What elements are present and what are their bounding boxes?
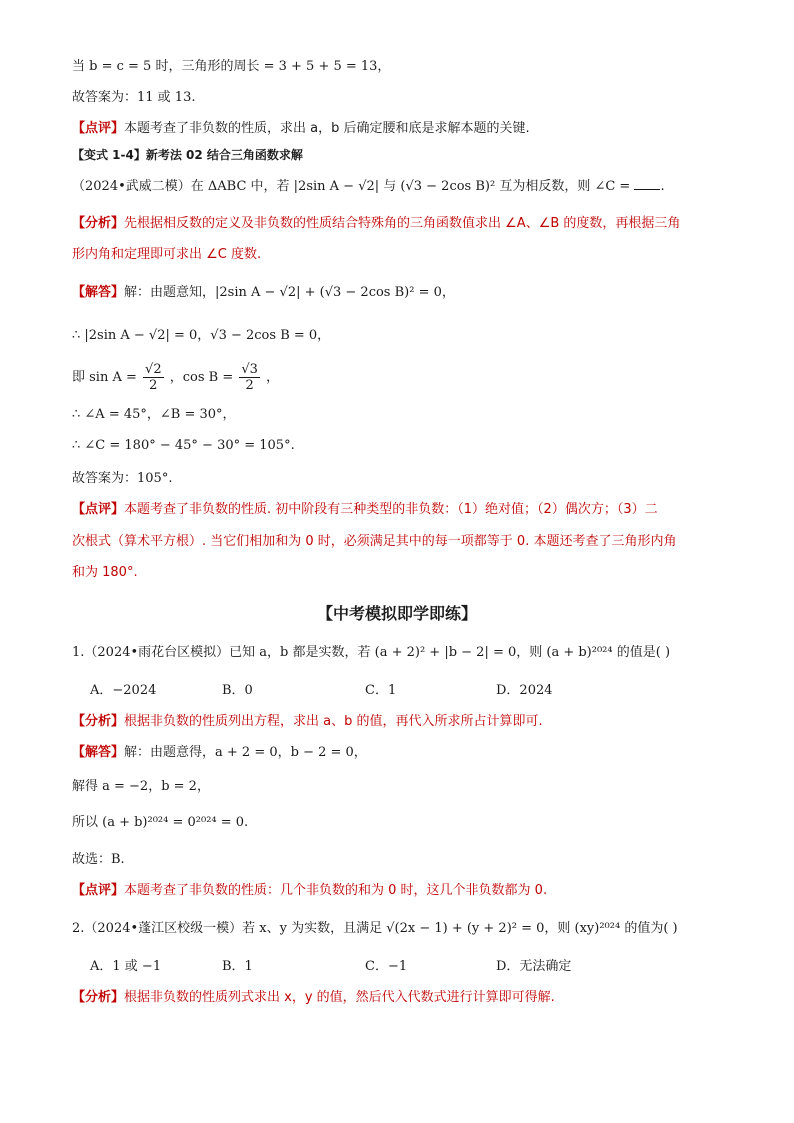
q1-option-c: C．1 bbox=[365, 683, 397, 698]
q1-option-b: B．0 bbox=[222, 683, 253, 698]
analysis-line bbox=[72, 215, 680, 233]
q2-option-b: B．1 bbox=[222, 959, 253, 974]
comment-text: 本题考查了非负数的性质，求出 a，b 后确定腰和底是求解本题的关键. bbox=[124, 121, 530, 136]
text-line: 当 b = c = 5 时，三角形的周长 = 3 + 5 + 5 = 13， bbox=[72, 59, 391, 74]
fraction-sqrt2-over-2 bbox=[143, 362, 164, 393]
comment-line bbox=[72, 501, 658, 519]
question-1-stem: 1.（2024•雨花台区模拟）已知 a，b 都是实数，若 (a + 2)² + |b − 2| = 0，则 (a + b)²⁰²⁴ 的值是( ) bbox=[72, 645, 671, 660]
analysis-tag: 【分析】 bbox=[72, 216, 125, 231]
comment-text: 本题考查了非负数的性质. 初中阶段有三种类型的非负数：（1）绝对值；（2）偶次方；（3）二 bbox=[124, 502, 658, 517]
comment-line-cont: 和为 180°. bbox=[72, 565, 138, 580]
q1-solution bbox=[72, 744, 367, 762]
comment-tag: 【点评】 bbox=[72, 502, 125, 517]
solution-line bbox=[72, 284, 455, 302]
q1-solution-step: 解得 a = −2，b = 2， bbox=[72, 779, 210, 794]
fraction-numerator: √3 bbox=[241, 362, 258, 377]
answer-blank bbox=[634, 177, 660, 190]
q1-option-a: A．−2024 bbox=[90, 683, 157, 698]
problem-text: （2024•武威二模）在 ΔABC 中，若 |2sin A − √2| 与 (√3 − 2cos B)² 互为相反数，则 ∠C = bbox=[72, 179, 635, 194]
text-line: 故答案为：11 或 13. bbox=[72, 90, 196, 105]
answer-line: 故答案为：105°. bbox=[72, 471, 173, 486]
q2-option-c: C．−1 bbox=[365, 959, 408, 974]
question-2-stem: 2.（2024•蓬江区校级一模）若 x、y 为实数，且满足 √(2x − 1) + (y + 2)² = 0，则 (xy)²⁰²⁴ 的值为( ) bbox=[72, 921, 678, 936]
cos-label: ，cos B = bbox=[169, 370, 234, 385]
q2-analysis bbox=[72, 989, 555, 1007]
solution-step: ∴ ∠A = 45°，∠B = 30°， bbox=[72, 407, 236, 422]
q1-solution-step: 所以 (a + b)²⁰²⁴ = 0²⁰²⁴ = 0. bbox=[72, 815, 249, 830]
solution-tag: 【解答】 bbox=[72, 285, 125, 300]
fraction-denominator: 2 bbox=[149, 378, 158, 393]
variant-heading: 【变式 1-4】新考法 02 结合三角函数求解 bbox=[72, 148, 303, 162]
problem-line bbox=[72, 177, 665, 196]
section-title: 【中考模拟即学即练】 bbox=[316, 604, 477, 623]
fraction-denominator: 2 bbox=[245, 378, 254, 393]
q2-option-d: D．无法确定 bbox=[496, 959, 572, 974]
comment-tag: 【点评】 bbox=[72, 883, 125, 898]
solution-step-fractions bbox=[72, 362, 279, 393]
solution-tag: 【解答】 bbox=[72, 745, 125, 760]
analysis-text: 根据非负数的性质列式求出 x，y 的值，然后代入代数式进行计算即可得解. bbox=[124, 990, 555, 1005]
analysis-tag: 【分析】 bbox=[72, 990, 125, 1005]
solution-step: ∴ ∠C = 180° − 45° − 30° = 105°. bbox=[72, 438, 295, 453]
solution-step: ∴ |2sin A − √2| = 0，√3 − 2cos B = 0， bbox=[72, 328, 331, 343]
analysis-line-cont: 形内角和定理即可求出 ∠C 度数. bbox=[72, 247, 262, 262]
problem-end: . bbox=[660, 179, 665, 194]
q1-comment bbox=[72, 882, 547, 900]
analysis-tag: 【分析】 bbox=[72, 714, 125, 729]
comma: ， bbox=[266, 370, 280, 385]
comment-text: 本题考查了非负数的性质：几个非负数的和为 0 时，这几个非负数都为 0. bbox=[124, 883, 548, 898]
analysis-text: 根据非负数的性质列出方程，求出 a、b 的值，再代入所求所占计算即可. bbox=[124, 714, 543, 729]
comment-line-cont: 次根式（算术平方根）. 当它们相加和为 0 时，必须满足其中的每一项都等于 0. 本题还考查了三角形内角 bbox=[72, 534, 677, 549]
comment-line bbox=[72, 120, 530, 138]
q1-option-d: D．2024 bbox=[496, 683, 553, 698]
q1-answer: 故选：B. bbox=[72, 852, 125, 867]
q1-analysis bbox=[72, 713, 543, 731]
fraction-sqrt3-over-2 bbox=[239, 362, 260, 393]
fraction-numerator: √2 bbox=[145, 362, 162, 377]
analysis-text: 先根据相反数的定义及非负数的性质结合特殊角的三角函数值求出 ∠A、∠B 的度数，再根据三角 bbox=[124, 216, 681, 231]
solution-text: 解：由题意知，|2sin A − √2| + (√3 − 2cos B)² = 0， bbox=[124, 285, 455, 300]
sin-label: 即 sin A = bbox=[72, 370, 137, 385]
q2-option-a: A．1 或 −1 bbox=[90, 959, 162, 974]
comment-tag: 【点评】 bbox=[72, 121, 125, 136]
solution-text: 解：由题意得，a + 2 = 0，b − 2 = 0， bbox=[124, 745, 367, 760]
